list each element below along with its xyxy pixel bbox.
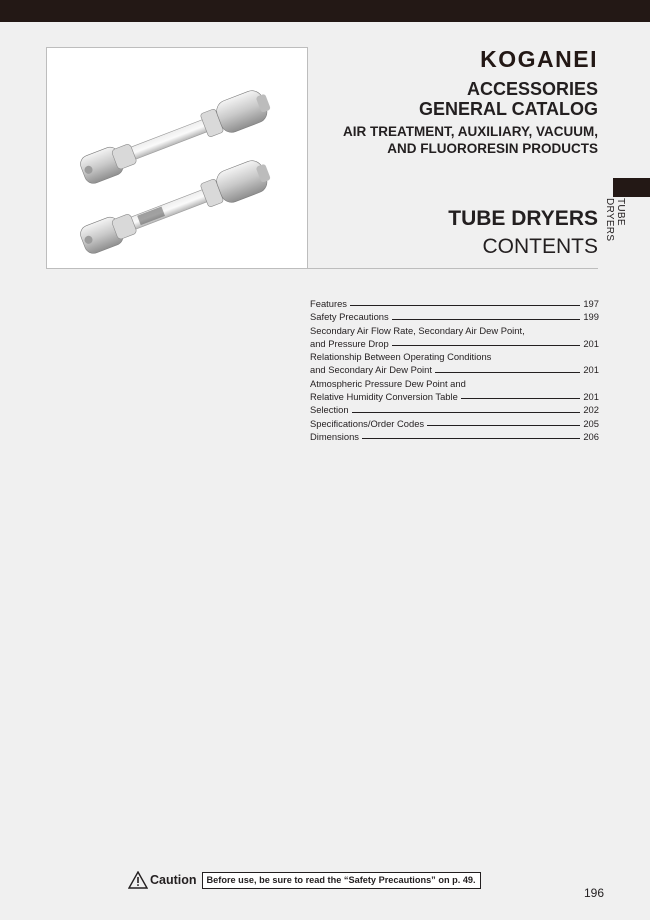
caution-notice: [128, 871, 481, 889]
toc-label: and Pressure Drop: [310, 337, 389, 349]
toc-label: Features: [310, 298, 347, 309]
toc-label: Relationship Between Operating Conditions: [310, 351, 492, 363]
toc-label: Safety Precautions: [310, 311, 389, 323]
toc-page: 201: [583, 337, 599, 349]
toc-leader: [435, 372, 580, 373]
section-side-label: TUBE DRYERS: [604, 198, 626, 242]
toc-entry[interactable]: [310, 350, 599, 363]
toc-page: 201: [583, 391, 599, 403]
table-of-contents: [310, 297, 599, 443]
product-photo: [46, 47, 308, 269]
toc-page: 201: [583, 364, 599, 376]
toc-entry[interactable]: [310, 377, 599, 390]
toc-page: 206: [583, 430, 599, 442]
toc-label: Secondary Air Flow Rate, Secondary Air Dew Point,: [310, 324, 525, 336]
toc-label: Dimensions: [310, 430, 359, 442]
caution-word: Caution: [150, 873, 197, 887]
caution-note: Before use, be sure to read the “Safety Precautions” on p. 49.: [202, 872, 481, 889]
toc-entry[interactable]: [310, 390, 599, 403]
toc-page: 202: [583, 404, 599, 416]
toc-entry[interactable]: [310, 297, 599, 310]
toc-leader: [350, 305, 580, 306]
toc-leader: [362, 438, 580, 439]
toc-leader: [427, 425, 580, 426]
toc-entry[interactable]: [310, 337, 599, 350]
warning-triangle-icon: [128, 871, 148, 889]
section-subtitle: CONTENTS: [482, 235, 598, 258]
toc-label: Relative Humidity Conversion Table: [310, 391, 458, 403]
catalog-subtitle-line: AIR TREATMENT, AUXILIARY, VACUUM,: [343, 124, 598, 139]
catalog-subtitle-line: AND FLUORORESIN PRODUCTS: [387, 141, 598, 156]
header-divider: [308, 268, 598, 269]
catalog-title-line: ACCESSORIES: [466, 79, 598, 99]
catalog-subtitle: [343, 123, 598, 157]
logo-text: KOGANEI: [480, 46, 598, 72]
toc-leader: [392, 319, 581, 320]
toc-entry[interactable]: [310, 324, 599, 337]
toc-page: 205: [583, 417, 599, 429]
section-title: TUBE DRYERS: [448, 207, 598, 230]
section-tab-marker: [613, 178, 650, 197]
toc-label: Atmospheric Pressure Dew Point and: [310, 377, 466, 389]
toc-leader: [352, 412, 581, 413]
catalog-title: [419, 79, 598, 119]
top-bar: [0, 0, 650, 22]
toc-leader: [392, 345, 581, 346]
toc-leader: [461, 398, 581, 399]
toc-label: Specifications/Order Codes: [310, 417, 425, 429]
toc-entry[interactable]: [310, 430, 599, 443]
toc-entry[interactable]: [310, 310, 599, 323]
koganei-logo: [442, 48, 598, 72]
toc-entry[interactable]: [310, 403, 599, 416]
toc-entry[interactable]: [310, 417, 599, 430]
toc-page: 197: [583, 298, 599, 309]
toc-label: Selection: [310, 404, 349, 416]
page-number: 196: [583, 886, 604, 900]
tube-dryer-illustration: [47, 48, 309, 270]
toc-entry[interactable]: [310, 363, 599, 376]
catalog-title-line: GENERAL CATALOG: [419, 99, 598, 119]
toc-label: and Secondary Air Dew Point: [310, 364, 432, 376]
toc-page: 199: [583, 311, 599, 323]
